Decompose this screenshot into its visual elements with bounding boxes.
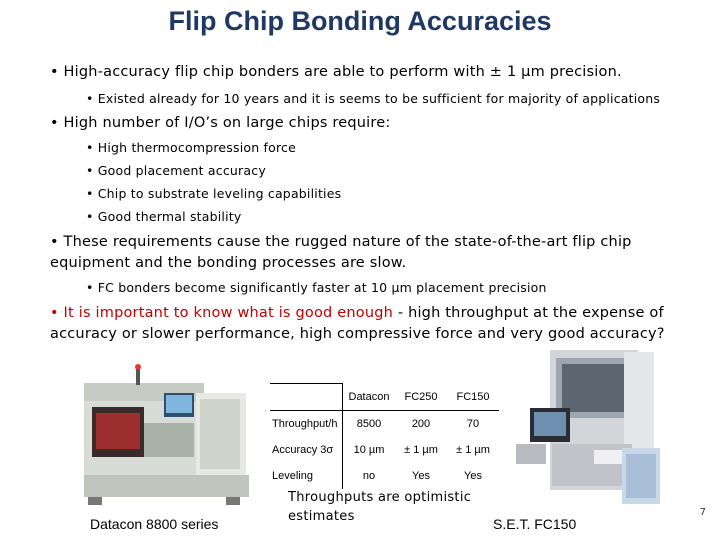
table-corner <box>270 384 343 411</box>
col-header-fc250: FC250 <box>395 384 447 411</box>
bullet-requirements: • These requirements cause the rugged nature of the state-of-the-art flip chip equipment and the bonding processes are slow. <box>50 234 632 271</box>
slide-title: Flip Chip Bonding Accuracies <box>168 6 552 36</box>
table-cell: 200 <box>411 418 431 430</box>
bullet-high-accuracy: • High-accuracy flip chip bonders are able to perform with ± 1 µm precision. <box>50 64 622 80</box>
table-row <box>270 411 499 438</box>
col-header-fc150: FC150 <box>447 384 499 411</box>
sub-bullet-fc-faster: • FC bonders become significantly faster at 10 µm placement precision <box>86 280 547 295</box>
sub-bullet-placement: • Good placement accuracy <box>86 163 266 178</box>
bullet-io-count: • High number of I/O’s on large chips require: <box>50 115 391 131</box>
table-row <box>270 463 499 489</box>
caption-datacon: Datacon 8800 series <box>90 516 219 532</box>
table-cell: no <box>362 470 376 482</box>
throughput-note: Throughputs are optimistic estimates <box>288 490 472 524</box>
fc150-machine-photo <box>512 348 662 513</box>
row-header-leveling: Leveling <box>270 463 343 489</box>
row-header-accuracy: Accuracy 3σ <box>270 437 343 463</box>
sub-bullet-leveling: • Chip to substrate leveling capabilities <box>86 186 342 201</box>
datacon-machine-photo <box>76 363 261 513</box>
table-cell: ± 1 µm <box>456 444 490 456</box>
spec-table <box>270 383 499 489</box>
page-number: 7 <box>699 507 706 518</box>
table-cell: 70 <box>466 418 480 430</box>
caption-fc150: S.E.T. FC150 <box>493 516 577 532</box>
row-header-throughput: Throughput/h <box>270 411 343 438</box>
sub-bullet-force: • High thermocompression force <box>86 140 297 155</box>
table-row <box>270 437 499 463</box>
table-cell: 10 µm <box>353 444 385 456</box>
col-header-datacon: Datacon <box>343 384 396 411</box>
table-cell: Yes <box>464 470 482 482</box>
sub-bullet-existed: • Existed already for 10 years and it is seems to be sufficient for majority of applications <box>86 91 661 106</box>
sub-bullet-thermal: • Good thermal stability <box>86 209 242 224</box>
table-cell: Yes <box>412 470 430 482</box>
table-cell: 8500 <box>356 418 382 430</box>
bullet-good-enough-rest: - high throughput at the expense of accuracy or slower performance, high compressive force and very good accuracy? <box>50 305 665 342</box>
bullet-good-enough <box>50 303 690 345</box>
table-cell: ± 1 µm <box>404 444 438 456</box>
emphasis-text: • It is important to know what is good enough <box>50 305 394 321</box>
